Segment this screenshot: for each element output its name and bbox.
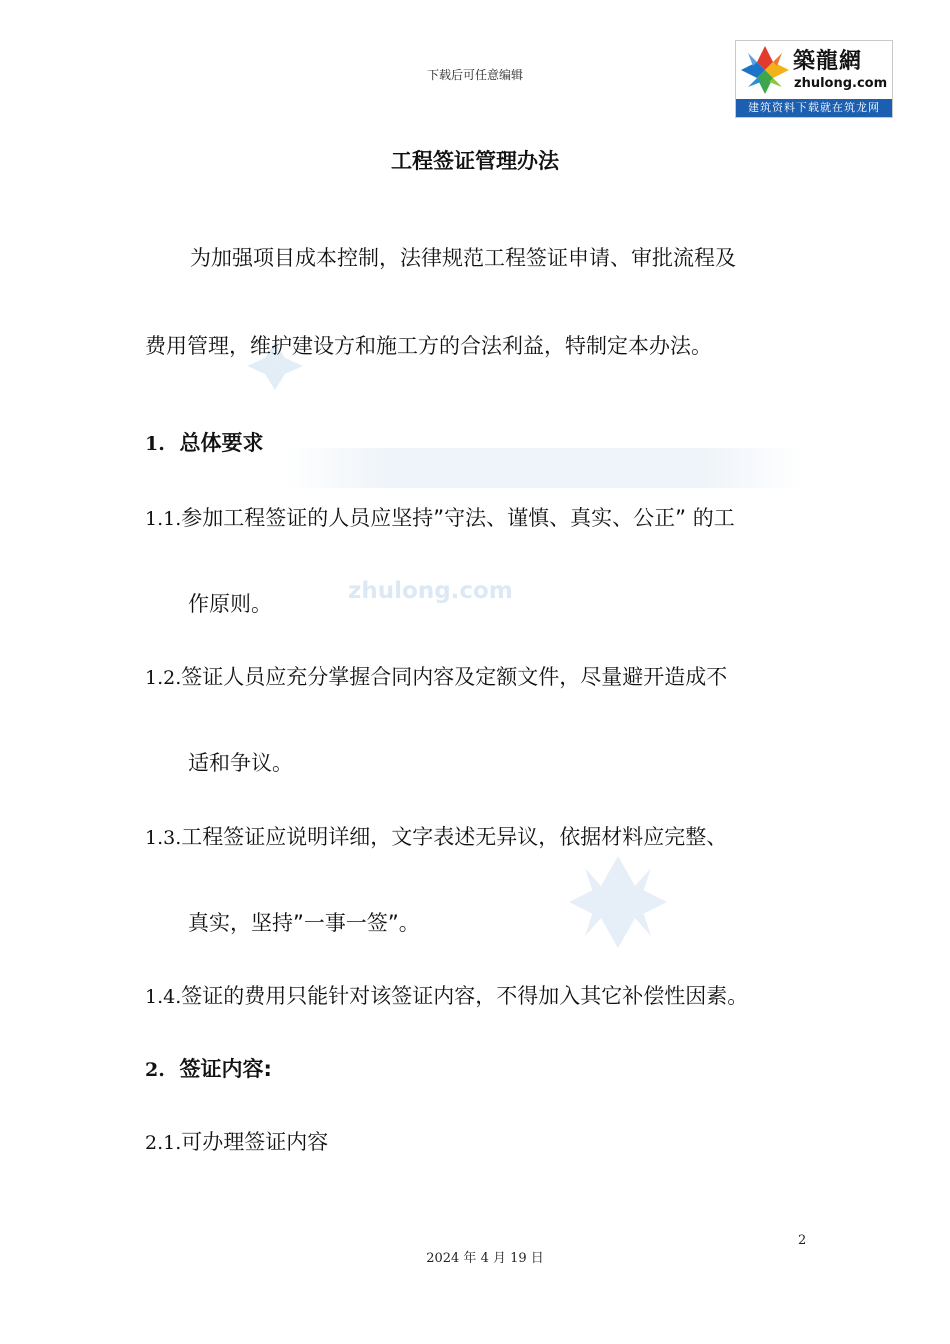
document-title: 工程签证管理办法 — [391, 149, 559, 173]
list-item — [145, 502, 815, 532]
watermark-logo-icon — [565, 852, 671, 952]
footer-date: 2024 年 4 月 19 日 — [426, 1251, 544, 1266]
item-continuation: 适和争议。 — [188, 751, 293, 775]
zhulong-logo — [735, 40, 893, 118]
item-text: 签证的费用只能针对该签证内容，不得加入其它补偿性因素。 — [181, 984, 749, 1008]
item-number: 1.3. — [145, 827, 182, 849]
logo-domain: zhulong.com — [794, 76, 888, 91]
logo-name: 築龍網 — [793, 48, 863, 74]
section-title: 总体要求 — [179, 431, 264, 455]
page-number: 2 — [798, 1233, 807, 1248]
item-number: 1.2. — [145, 667, 182, 689]
list-item — [145, 1126, 815, 1156]
item-continuation: 真实，坚持”一事一签”。 — [188, 911, 420, 935]
list-item — [145, 821, 815, 851]
item-number: 1.1. — [145, 508, 182, 530]
section-title: 签证内容: — [179, 1057, 272, 1081]
item-number: 1.4. — [145, 986, 182, 1008]
logo-slogan: 建筑资料下载就在筑龙网 — [736, 99, 892, 117]
item-text: 参加工程签证的人员应坚持”守法、谨慎、真实、公正” 的工 — [181, 506, 735, 530]
item-text: 工程签证应说明详细，文字表述无异议，依据材料应完整、 — [181, 825, 728, 849]
item-text: 可办理签证内容 — [181, 1130, 329, 1154]
item-number: 2.1. — [145, 1132, 182, 1154]
item-text: 签证人员应充分掌握合同内容及定额文件，尽量避开造成不 — [181, 665, 728, 689]
list-item — [145, 661, 815, 691]
zhulong-logo-icon — [739, 44, 791, 96]
section-heading-2 — [145, 1053, 272, 1083]
watermark-text: zhulong.com — [348, 578, 513, 604]
item-continuation: 作原则。 — [188, 592, 272, 616]
intro-line-2: 费用管理，维护建设方和施工方的合法利益，特制定本办法。 — [145, 334, 712, 358]
section-heading-1 — [145, 427, 263, 457]
section-number: 2. — [145, 1059, 165, 1081]
list-item — [145, 980, 815, 1010]
section-number: 1. — [145, 433, 165, 455]
intro-line-1: 为加强项目成本控制，法律规范工程签证申请、审批流程及 — [190, 246, 736, 270]
watermark-band — [285, 448, 805, 488]
header-note: 下载后可任意编辑 — [426, 68, 523, 82]
